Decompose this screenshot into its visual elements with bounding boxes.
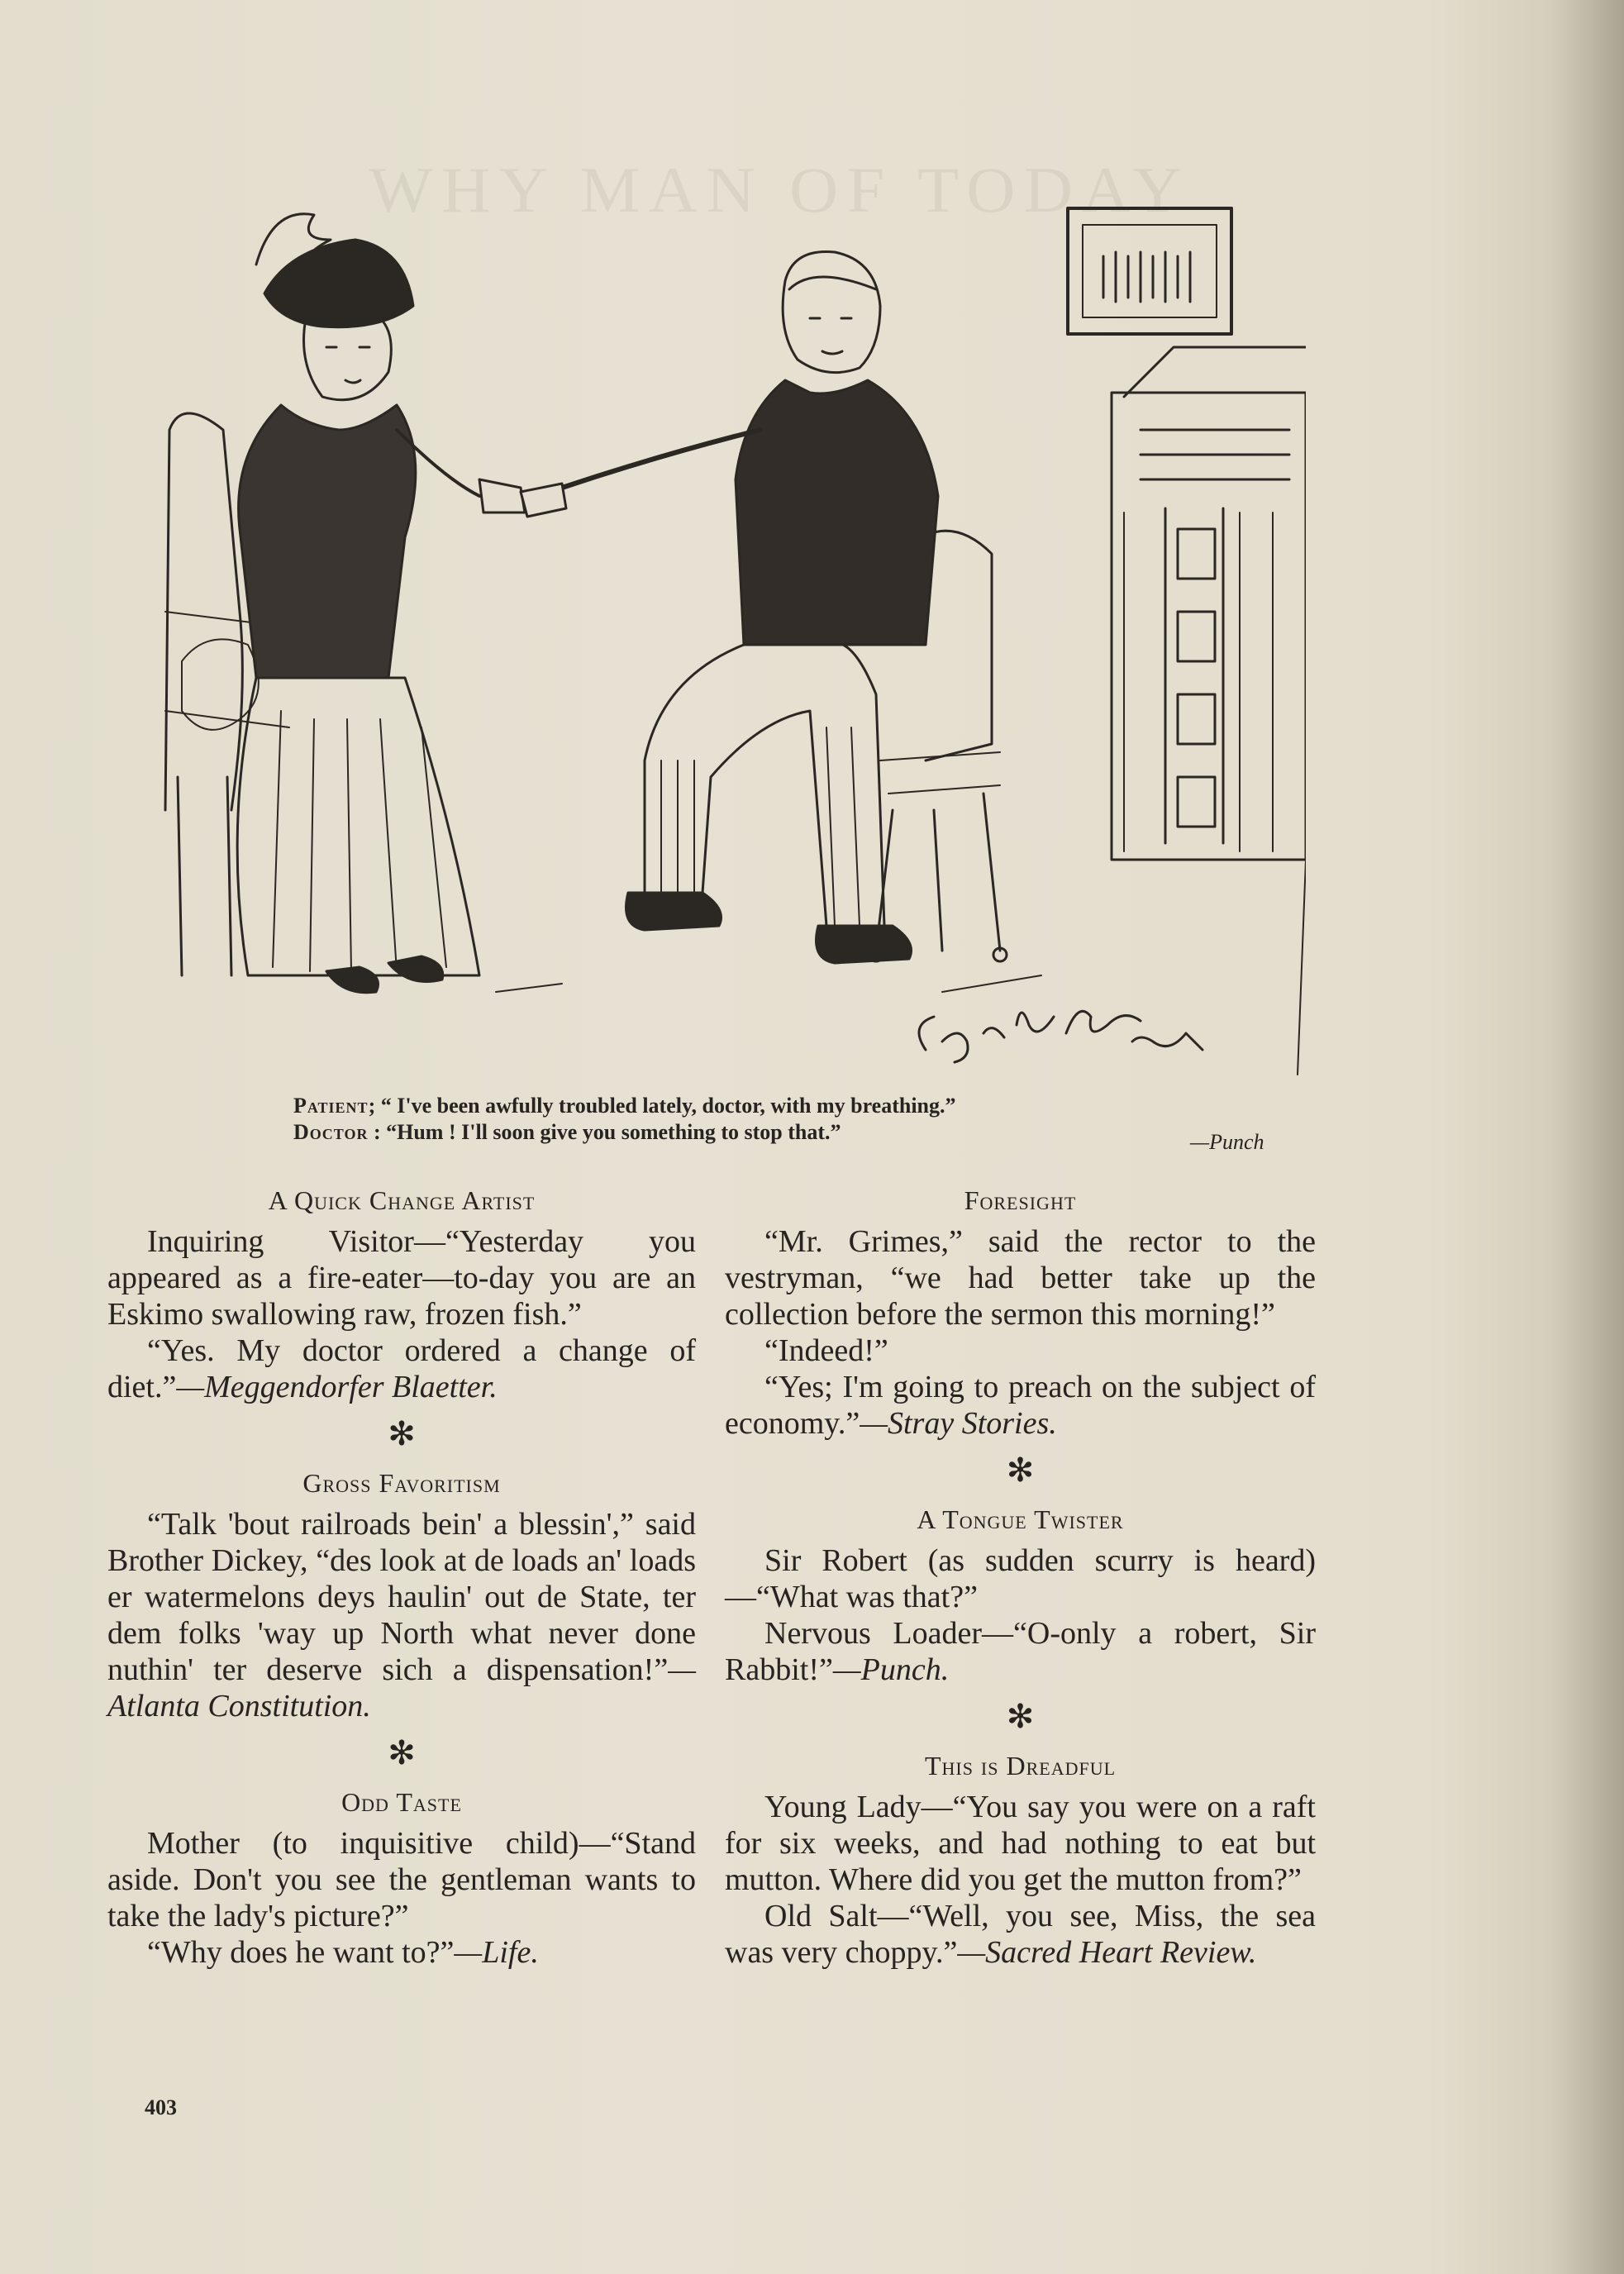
caption-line-doctor bbox=[293, 1119, 1285, 1146]
story-title: This is Dreadful bbox=[924, 1751, 1117, 1781]
story-paragraph: “Indeed!” bbox=[764, 1333, 888, 1368]
left-column bbox=[107, 1182, 696, 1979]
writing-desk bbox=[1112, 347, 1306, 1075]
story-source: —Sacred Heart Review. bbox=[957, 1935, 1257, 1970]
story-paragraph: “Talk 'bout railroads bein' a blessin',” said Brother Dickey, “des look at de loads an' loads er watermelons deys haulin' out de State, ter dem folks 'way up North what never done nuthin' ter deserve sich a dispensation!”—Atlanta Constitution. bbox=[107, 1507, 696, 1723]
story-title: A Quick Change Artist bbox=[268, 1185, 536, 1215]
cartoon-illustration bbox=[132, 182, 1306, 1108]
story-source: —Atlanta Constitution. bbox=[107, 1652, 696, 1723]
story-paragraph: Nervous Loader—“O-only a robert, Sir Rabbit!”—Punch. bbox=[725, 1616, 1316, 1687]
separator-asterism: ✻ bbox=[1006, 1698, 1035, 1736]
spine-shadow bbox=[1550, 0, 1624, 2274]
seated-doctor bbox=[521, 251, 938, 963]
cartoon-credit: —Punch bbox=[1190, 1130, 1264, 1154]
show-through-text: WHY MAN OF TODAY bbox=[369, 154, 1191, 226]
story-title: A Tongue Twister bbox=[917, 1504, 1124, 1534]
story-paragraph: Old Salt—“Well, you see, Miss, the sea was very choppy.”—Sacred Heart Review. bbox=[725, 1899, 1316, 1970]
story-title: Foresight bbox=[964, 1185, 1077, 1215]
cartoon-caption bbox=[293, 1093, 1285, 1146]
story-title: Odd Taste bbox=[341, 1787, 462, 1817]
story-source: —Life. bbox=[454, 1935, 539, 1970]
story-title: Gross Favoritism bbox=[302, 1468, 501, 1498]
caption-role: Doctor bbox=[293, 1120, 369, 1144]
caption-role: Patient bbox=[293, 1094, 369, 1118]
artist-signature bbox=[919, 1011, 1203, 1062]
wall-picture bbox=[1068, 208, 1231, 334]
story-source: —Stray Stories. bbox=[860, 1406, 1057, 1441]
story-paragraph: Mother (to inquisitive child)—“Stand aside. Don't you see the gentleman wants to take the lady's picture?” bbox=[107, 1826, 696, 1933]
story-source: —Meggendorfer Blaetter. bbox=[176, 1370, 498, 1404]
right-column bbox=[725, 1182, 1316, 1979]
story-source: —Punch. bbox=[832, 1652, 950, 1687]
caption-text: ; “ I've been awfully troubled lately, doctor, with my breathing.” bbox=[368, 1094, 956, 1118]
separator-asterism: ✻ bbox=[388, 1415, 416, 1453]
caption-text: : “Hum ! I'll soon give you something to stop that.” bbox=[368, 1120, 841, 1144]
story-paragraph: “Yes. My doctor ordered a change of diet.”—Meggendorfer Blaetter. bbox=[107, 1333, 696, 1404]
separator-asterism: ✻ bbox=[388, 1734, 416, 1772]
story-paragraph: “Why does he want to?”—Life. bbox=[147, 1935, 539, 1970]
seated-woman bbox=[237, 214, 525, 993]
story-paragraph: Young Lady—“You say you were on a raft for six weeks, and had nothing to eat but mutton. Where did you get the mutton from?” bbox=[725, 1790, 1316, 1897]
story-paragraph: Sir Robert (as sudden scurry is heard)—“What was that?” bbox=[725, 1543, 1316, 1614]
caption-line-patient bbox=[293, 1093, 1285, 1119]
story-paragraph: “Yes; I'm going to preach on the subject of economy.”—Stray Stories. bbox=[725, 1370, 1316, 1441]
story-paragraph: “Mr. Grimes,” said the rector to the vestryman, “we had better take up the collection before the sermon this morning!” bbox=[725, 1224, 1316, 1332]
page-number: 403 bbox=[145, 2095, 177, 2119]
story-paragraph: Inquiring Visitor—“Yesterday you appeared as a fire-eater—to-day you are an Eskimo swallowing raw, frozen fish.” bbox=[107, 1224, 696, 1332]
separator-asterism: ✻ bbox=[1006, 1452, 1035, 1490]
